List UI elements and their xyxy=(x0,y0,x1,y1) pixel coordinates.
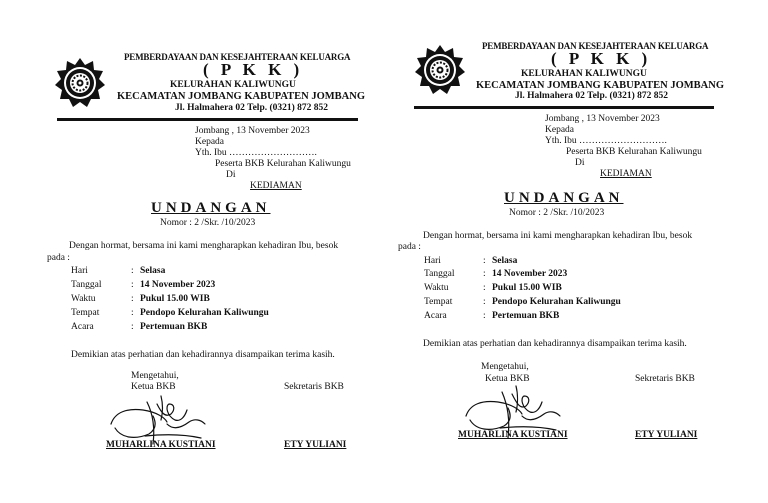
kediaman-line: KEDIAMAN xyxy=(600,169,652,179)
letter-number: Nomor : 2 /Skr. /10/2023 xyxy=(160,218,256,228)
detail-label-tanggal: Tanggal xyxy=(424,269,455,279)
pkk-logo-emblem xyxy=(54,57,106,114)
detail-label-waktu: Waktu xyxy=(71,294,96,304)
detail-label-acara: Acara xyxy=(71,322,94,332)
pkk-logo-emblem xyxy=(414,44,466,101)
kelurahan-name: KELURAHAN KALIWUNGU xyxy=(170,80,296,90)
detail-value-tanggal: 14 November 2023 xyxy=(140,280,216,290)
di-label: Di xyxy=(226,170,236,180)
detail-label-acara: Acara xyxy=(424,311,447,321)
date-line: Jombang , 13 November 2023 xyxy=(545,114,660,124)
detail-value-hari: Selasa xyxy=(492,256,518,266)
mengetahui-label: Mengetahui, xyxy=(131,371,179,381)
sekretaris-title: Sekretaris BKB xyxy=(284,382,344,392)
office-address: Jl. Halmahera 02 Telp. (0321) 872 852 xyxy=(515,91,669,101)
letter-title: UNDANGAN xyxy=(504,190,624,206)
ketua-name: MUHARLINA KUSTIANI xyxy=(106,440,216,450)
detail-label-hari: Hari xyxy=(424,256,441,266)
ketua-title: Ketua BKB xyxy=(131,382,176,392)
detail-value-waktu: Pukul 15.00 WIB xyxy=(140,294,210,304)
letter-title: UNDANGAN xyxy=(151,200,271,216)
ketua-title: Ketua BKB xyxy=(485,374,530,384)
yth-line: Yth. Ibu ………………………. xyxy=(195,148,317,158)
detail-value-tempat: Pendopo Kelurahan Kaliwungu xyxy=(140,308,269,318)
letter-number: Nomor : 2 /Skr. /10/2023 xyxy=(509,208,605,218)
ketua-name: MUHARLINA KUSTIANI xyxy=(458,430,568,440)
pkk-heading: ( P K K ) xyxy=(203,60,304,79)
detail-colon: : xyxy=(483,297,486,307)
intro-text-line1: Dengan hormat, bersama ini kami mengharapkan kehadiran Ibu, besok xyxy=(423,231,693,241)
mengetahui-label: Mengetahui, xyxy=(481,362,529,372)
detail-value-tanggal: 14 November 2023 xyxy=(492,269,568,279)
detail-colon: : xyxy=(483,311,486,321)
detail-value-acara: Pertemuan BKB xyxy=(492,311,560,321)
detail-colon: : xyxy=(131,280,134,290)
recipient-line: Peserta BKB Kelurahan Kaliwungu xyxy=(566,147,702,157)
detail-colon: : xyxy=(483,256,486,266)
invitation-letter-right xyxy=(384,0,768,503)
kecamatan-name: KECAMATAN JOMBANG KABUPATEN JOMBANG xyxy=(476,80,725,91)
detail-colon: : xyxy=(483,283,486,293)
date-line: Jombang , 13 November 2023 xyxy=(195,126,310,136)
intro-text-line1: Dengan hormat, bersama ini kami mengharapkan kehadiran Ibu, besok xyxy=(69,241,339,251)
intro-text-line2: pada : xyxy=(398,242,421,252)
kecamatan-name: KECAMATAN JOMBANG KABUPATEN JOMBANG xyxy=(117,91,366,102)
header-divider xyxy=(414,106,714,109)
sekretaris-name: ETY YULIANI xyxy=(284,440,347,450)
di-label: Di xyxy=(575,158,585,168)
detail-colon: : xyxy=(131,322,134,332)
kepada-label: Kepada xyxy=(545,125,575,135)
detail-colon: : xyxy=(131,308,134,318)
recipient-line: Peserta BKB Kelurahan Kaliwungu xyxy=(215,159,351,169)
detail-colon: : xyxy=(131,266,134,276)
detail-label-hari: Hari xyxy=(71,266,88,276)
kelurahan-name: KELURAHAN KALIWUNGU xyxy=(521,69,647,79)
kepada-label: Kepada xyxy=(195,137,225,147)
intro-text-line2: pada : xyxy=(47,253,70,263)
sekretaris-name: ETY YULIANI xyxy=(635,430,698,440)
office-address: Jl. Halmahera 02 Telp. (0321) 872 852 xyxy=(175,103,329,113)
detail-colon: : xyxy=(483,269,486,279)
detail-label-tempat: Tempat xyxy=(71,308,100,318)
yth-line: Yth. Ibu ………………………. xyxy=(545,136,667,146)
closing-text: Demikian atas perhatian dan kehadirannya disampaikan terima kasih. xyxy=(71,350,335,360)
detail-value-hari: Selasa xyxy=(140,266,166,276)
detail-label-tanggal: Tanggal xyxy=(71,280,102,290)
detail-label-tempat: Tempat xyxy=(424,297,453,307)
kediaman-line: KEDIAMAN xyxy=(250,181,302,191)
pkk-heading: ( P K K ) xyxy=(551,49,652,68)
header-divider xyxy=(57,118,358,121)
detail-value-waktu: Pukul 15.00 WIB xyxy=(492,283,562,293)
org-name: PEMBERDAYAAN DAN KESEJAHTERAAN KELUARGA xyxy=(482,41,709,51)
detail-value-tempat: Pendopo Kelurahan Kaliwungu xyxy=(492,297,621,307)
detail-colon: : xyxy=(131,294,134,304)
sekretaris-title: Sekretaris BKB xyxy=(635,374,695,384)
detail-label-waktu: Waktu xyxy=(424,283,449,293)
detail-value-acara: Pertemuan BKB xyxy=(140,322,208,332)
org-name: PEMBERDAYAAN DAN KESEJAHTERAAN KELUARGA xyxy=(124,52,351,62)
closing-text: Demikian atas perhatian dan kehadirannya disampaikan terima kasih. xyxy=(423,339,687,349)
